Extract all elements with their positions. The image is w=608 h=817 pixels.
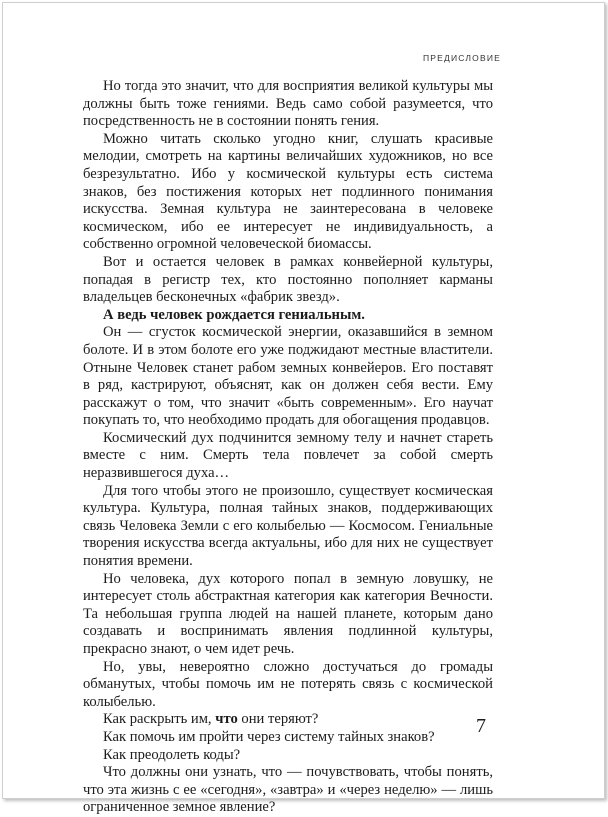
paragraph: Вот и остается человек в рамках конвейерной культуры, попадая в регистр тех, кто постоянно пополняет карманы владельцев бесконечных «фабрик звезд».	[83, 253, 493, 306]
paragraph: Что должны они узнать, что — почувствовать, чтобы понять, что эта жизнь с ее «сегодня», «завтра» и «через неделю» — лишь ограниченное земное явление?	[83, 764, 493, 816]
paragraph: Но человека, дух которого попал в земную ловушку, не интересует столь абстрактная категория как категория Вечности. Та небольшая группа людей на нашей планете, которым дано создавать и воспринимать явления подлинной культуры, прекрасно знают, о чем идет речь.	[83, 570, 493, 657]
text-run: Как раскрыть им,	[103, 711, 216, 728]
paragraph: Но, увы, невероятно сложно достучаться до громады обманутых, чтобы помочь им не потерять связь с космической колыбелью.	[83, 658, 493, 710]
paragraph: Как помочь им пройти через систему тайных знаков?	[103, 728, 435, 745]
paragraph: Как преодолеть коды?	[103, 746, 241, 763]
paragraph: Он — сгусток космической энергии, оказавшийся в земном болоте. И в этом болоте его уже поджидают местные властители. Отныне Человек станет рабом земных конвейеров. Его поставят в ряд, кастрируют, объяснят, как он должен себя вести. Ему расскажут о том, что значит «быть современным». Его научат покупать то, что необходимо продать для обогащения продавцов.	[83, 324, 493, 429]
paragraph: Можно читать сколько угодно книг, слушать красивые мелодии, смотреть на картины величайших художников, но все безрезультатно. Ибо у космической культуры есть система знаков, без постижения которых нет подлинного понимания искусства. Земная культура не заинтересована в человеке космическом, ибо ее интересует не индивидуальность, а собственно огромной человеческой биомассы.	[83, 130, 493, 253]
book-page	[2, 2, 605, 816]
emphasis: что	[215, 711, 238, 728]
text-run: они теряют?	[237, 711, 319, 728]
bold-paragraph: А ведь человек рождается гениальным.	[103, 306, 365, 323]
body-text	[83, 78, 493, 817]
paragraph: Космический дух подчинится земному телу и начнет стареть вместе с ним. Смерть тела повлечет за собой смерть неразвившегося духа…	[83, 429, 493, 482]
paragraph: Для того чтобы этого не произошло, существует космическая культура. Культура, полная тайных знаков, поддерживающих связь Человека Земли с его колыбелью — Космосом. Гениальные творения искусства всегда актуальны, ибо для них не существует понятия времени.	[83, 482, 493, 570]
paragraph: Но тогда это значит, что для восприятия великой культуры мы должны быть тоже гениями. Ведь само собой разумеется, что посредственность не в состоянии понять гения.	[83, 78, 493, 130]
page-number: 7	[476, 715, 486, 737]
paragraph	[83, 711, 493, 729]
running-head: ПРЕДИСЛОВИЕ	[422, 53, 501, 63]
